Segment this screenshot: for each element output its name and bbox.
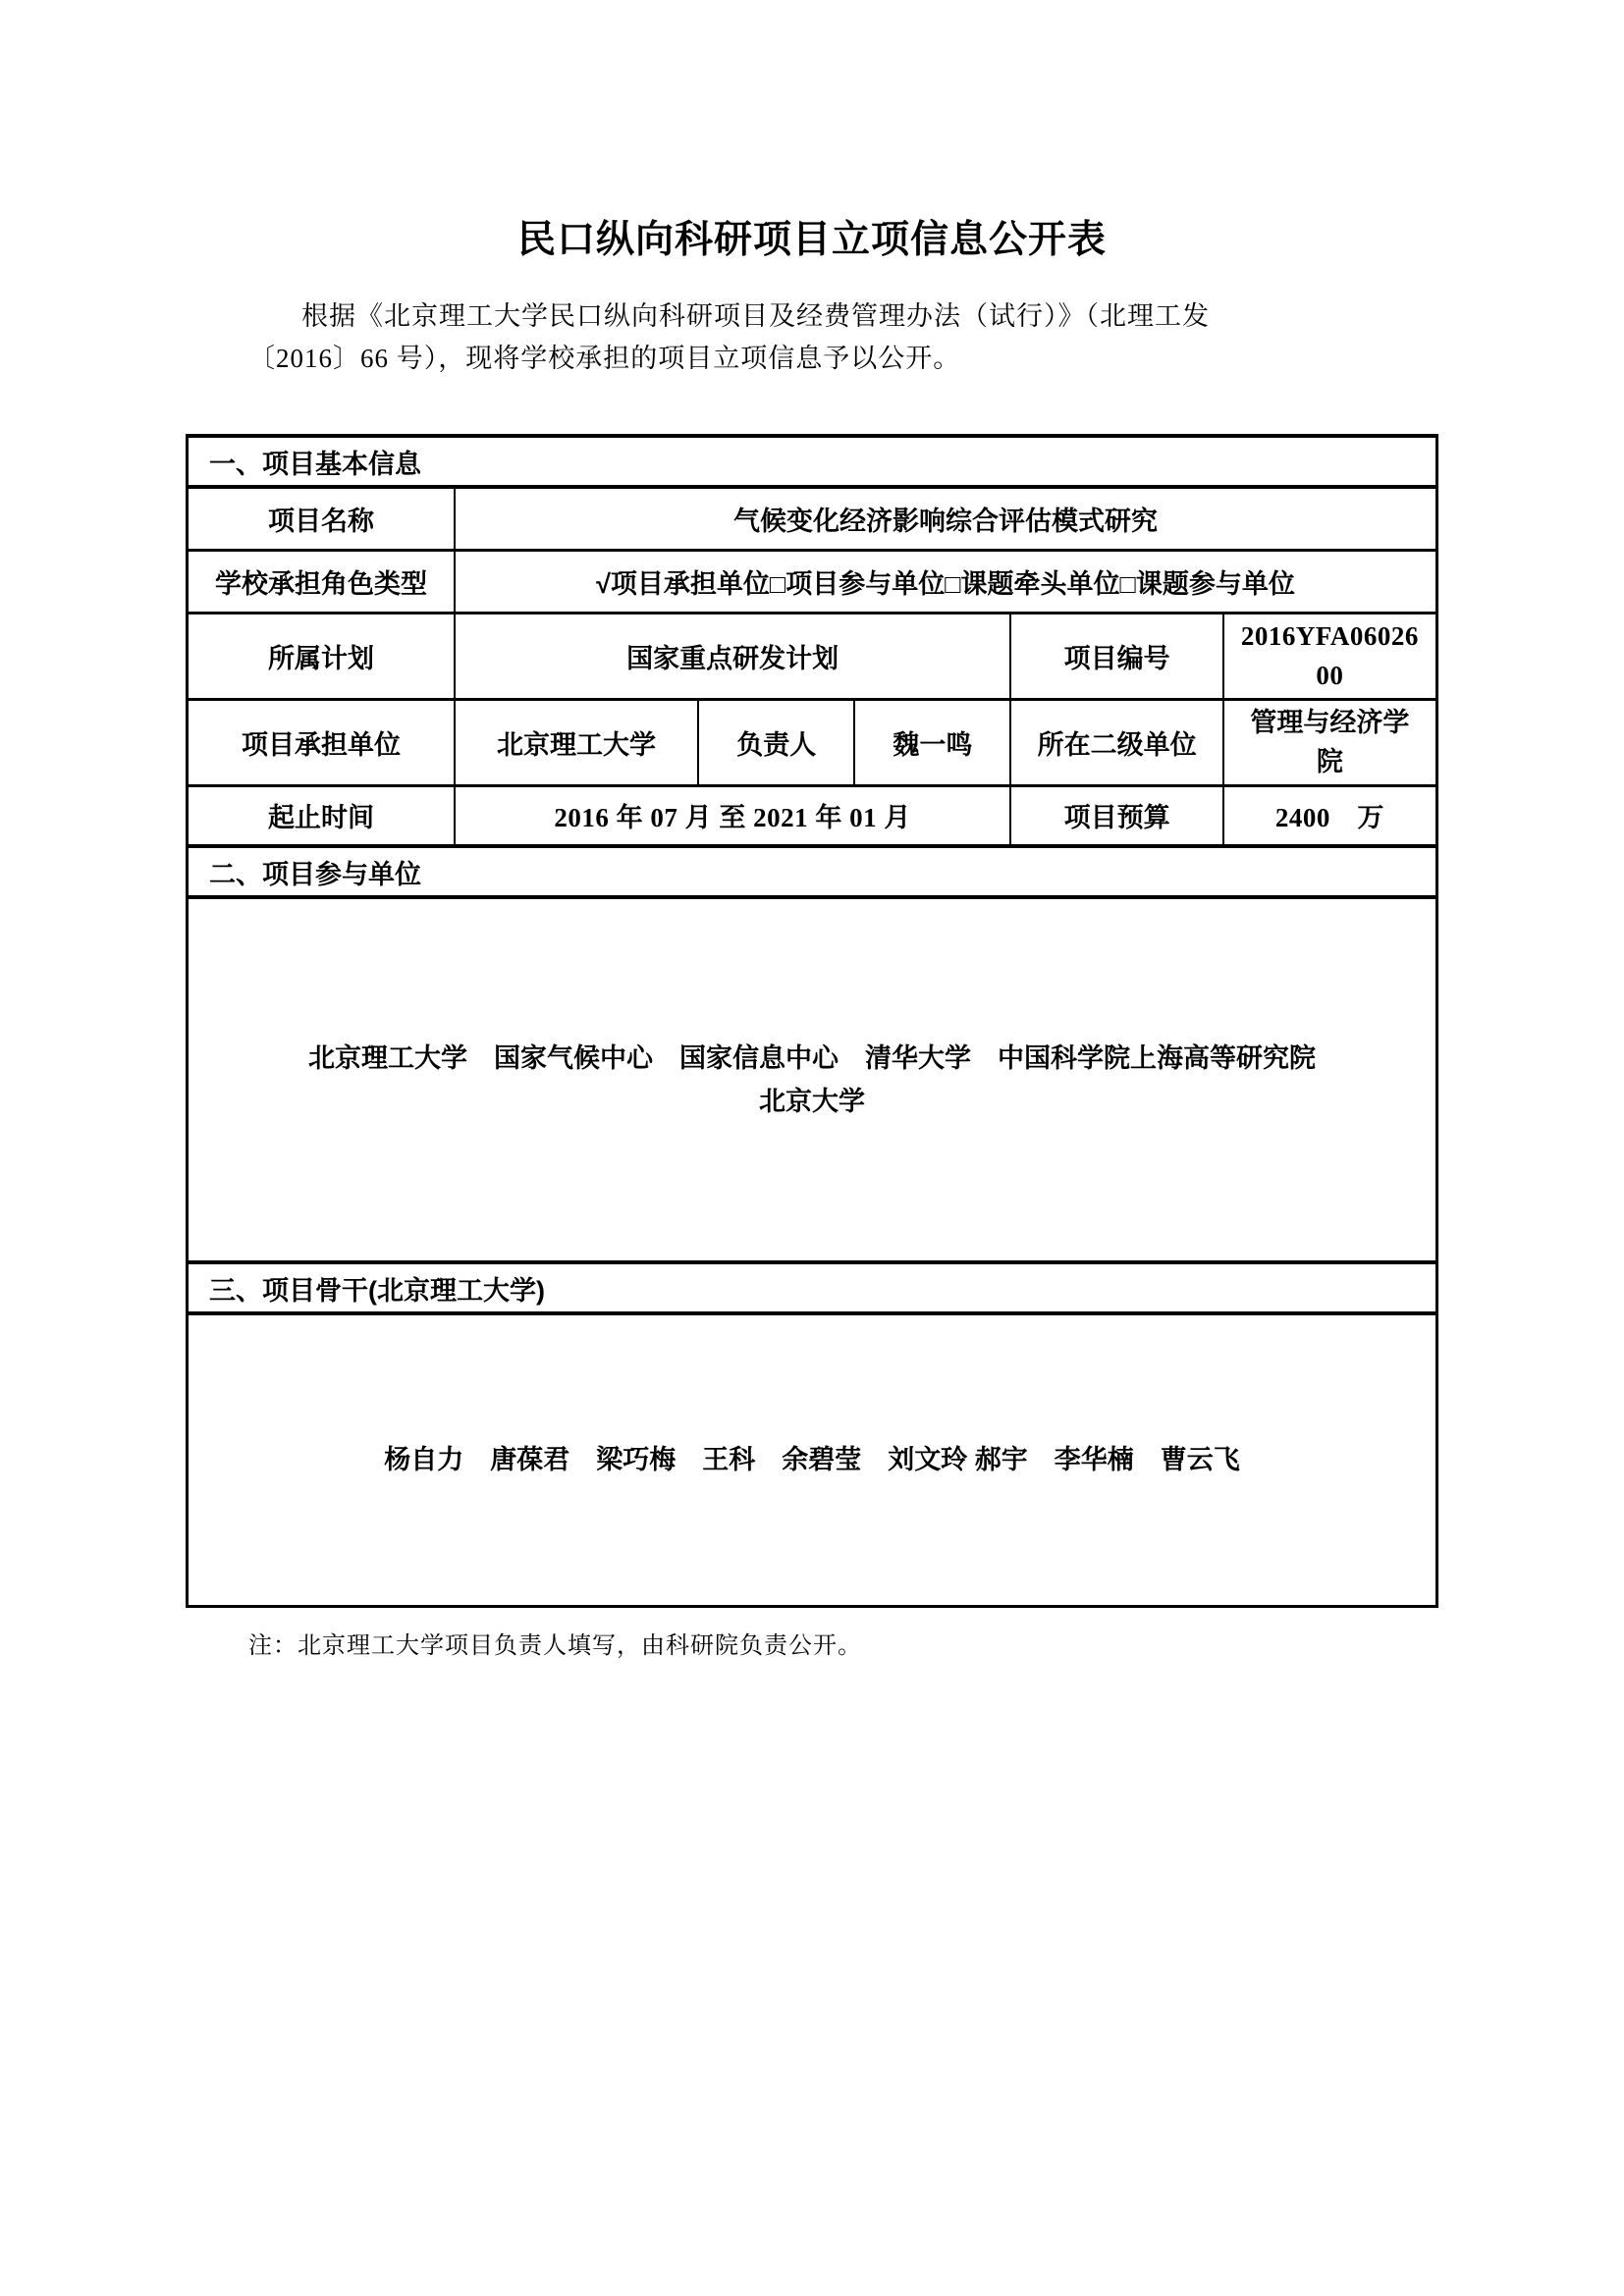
duration-value: 2016 年 07 月 至 2021 年 01 月 (455, 785, 1010, 846)
secondary-unit-label: 所在二级单位 (1010, 699, 1222, 785)
undertaker-row (188, 699, 1437, 785)
section-1-header-row (188, 436, 1437, 487)
plan-label: 所属计划 (188, 613, 455, 699)
duration-row (188, 785, 1437, 846)
footer-note: 注：北京理工大学项目负责人填写，由科研院负责公开。 (248, 1632, 862, 1659)
backbone-content (188, 1313, 1437, 1606)
plan-row (188, 613, 1437, 699)
intro-line-2: 〔2016〕66 号），现将学校承担的项目立项信息予以公开。 (248, 344, 961, 373)
project-no-value (1223, 613, 1437, 699)
secondary-unit-value (1223, 699, 1437, 785)
participants-line-2: 北京大学 (759, 1087, 865, 1116)
backbone-row (188, 1313, 1437, 1606)
section-3-header: 三、项目骨干(北京理工大学) (188, 1262, 1437, 1313)
undertaker-label: 项目承担单位 (188, 699, 455, 785)
project-info-table (186, 434, 1438, 1608)
leader-label: 负责人 (698, 699, 854, 785)
participants-line-1: 北京理工大学 国家气候中心 国家信息中心 清华大学 中国科学院上海高等研究院 (308, 1043, 1316, 1073)
section-3-header-row (188, 1262, 1437, 1313)
project-no-label: 项目编号 (1010, 613, 1222, 699)
intro-paragraph (248, 295, 1379, 380)
duration-label: 起止时间 (188, 785, 455, 846)
participants-row (188, 897, 1437, 1262)
project-name-value: 气候变化经济影响综合评估模式研究 (455, 487, 1437, 550)
role-type-label: 学校承担角色类型 (188, 550, 455, 613)
budget-value: 2400 万 (1223, 785, 1437, 846)
undertaker-value: 北京理工大学 (455, 699, 698, 785)
section-1-header: 一、项目基本信息 (188, 436, 1437, 487)
backbone-members: 杨自力 唐葆君 梁巧梅 王科 余碧莹 刘文玲 郝宇 李华楠 曹云飞 (384, 1445, 1240, 1475)
project-name-label: 项目名称 (188, 487, 455, 550)
section-2-header: 二、项目参与单位 (188, 846, 1437, 897)
budget-label: 项目预算 (1010, 785, 1222, 846)
intro-line-1: 根据《北京理工大学民口纵向科研项目及经费管理办法（试行）》（北理工发 (301, 301, 1210, 331)
role-type-value: √项目承担单位□项目参与单位□课题牵头单位□课题参与单位 (455, 550, 1437, 613)
leader-value: 魏一鸣 (854, 699, 1010, 785)
secondary-unit-text: 管理与经济学院 (1250, 708, 1410, 776)
project-name-row (188, 487, 1437, 550)
role-type-row (188, 550, 1437, 613)
project-no-text: 2016YFA0602600 (1240, 621, 1419, 690)
page-title: 民口纵向科研项目立项信息公开表 (516, 219, 1107, 261)
section-2-header-row (188, 846, 1437, 897)
participants-content (188, 897, 1437, 1262)
plan-value: 国家重点研发计划 (455, 613, 1010, 699)
